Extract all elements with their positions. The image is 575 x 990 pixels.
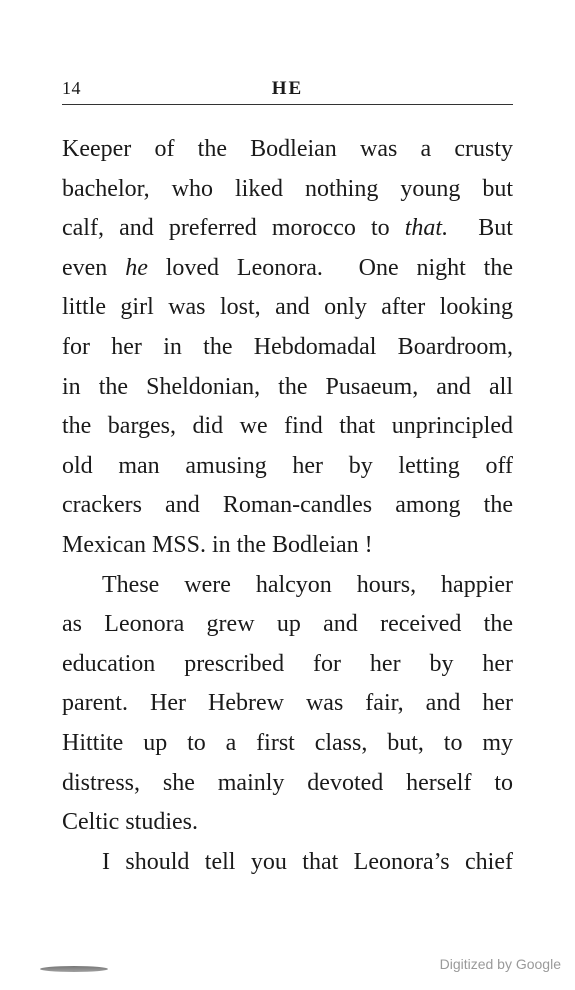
text-segment: But xyxy=(448,215,513,242)
text-segment: even xyxy=(62,254,126,281)
italic-emphasis: that. xyxy=(404,215,449,242)
text-line: distress, she mainly devoted herself to xyxy=(62,769,513,796)
text-line: Keeper of the Bodleian was a crusty xyxy=(62,136,513,162)
text-line: Celtic studies. xyxy=(62,809,198,836)
text-line xyxy=(62,209,513,249)
text-line: the barges, did we find that unprincipled xyxy=(62,413,513,440)
page-number: 14 xyxy=(62,78,81,98)
scan-smudge xyxy=(40,966,108,972)
body-text xyxy=(62,130,513,882)
text-line: for her in the Hebdomadal Boardroom, xyxy=(62,333,513,360)
text-line: crackers and Roman-candles among the xyxy=(62,492,513,519)
watermark: Digitized by Google xyxy=(439,956,561,972)
text-line: Mexican MSS. in the Bodleian ! xyxy=(62,531,373,558)
page-header xyxy=(62,78,513,105)
text-line: little girl was lost, and only after looking xyxy=(62,294,513,321)
running-title: HE xyxy=(271,78,304,99)
text-line: education prescribed for her by her xyxy=(62,650,513,677)
text-line: I should tell you that Leonora’s chief xyxy=(102,848,513,875)
text-line: as Leonora grew up and received the xyxy=(62,611,513,638)
text-line: parent. Her Hebrew was fair, and her xyxy=(62,690,513,717)
text-line: Hittite up to a first class, but, to my xyxy=(62,729,513,756)
italic-emphasis: he xyxy=(125,254,148,281)
text-segment: loved Leonora. One night the xyxy=(147,254,513,281)
text-line: These were halcyon hours, happier xyxy=(102,571,513,598)
text-line: old man amusing her by letting off xyxy=(62,452,513,479)
text-line xyxy=(62,249,513,289)
text-line: bachelor, who liked nothing young but xyxy=(62,175,513,202)
text-segment: calf, and preferred morocco to xyxy=(62,215,405,242)
text-line: in the Sheldonian, the Pusaeum, and all xyxy=(62,373,513,400)
